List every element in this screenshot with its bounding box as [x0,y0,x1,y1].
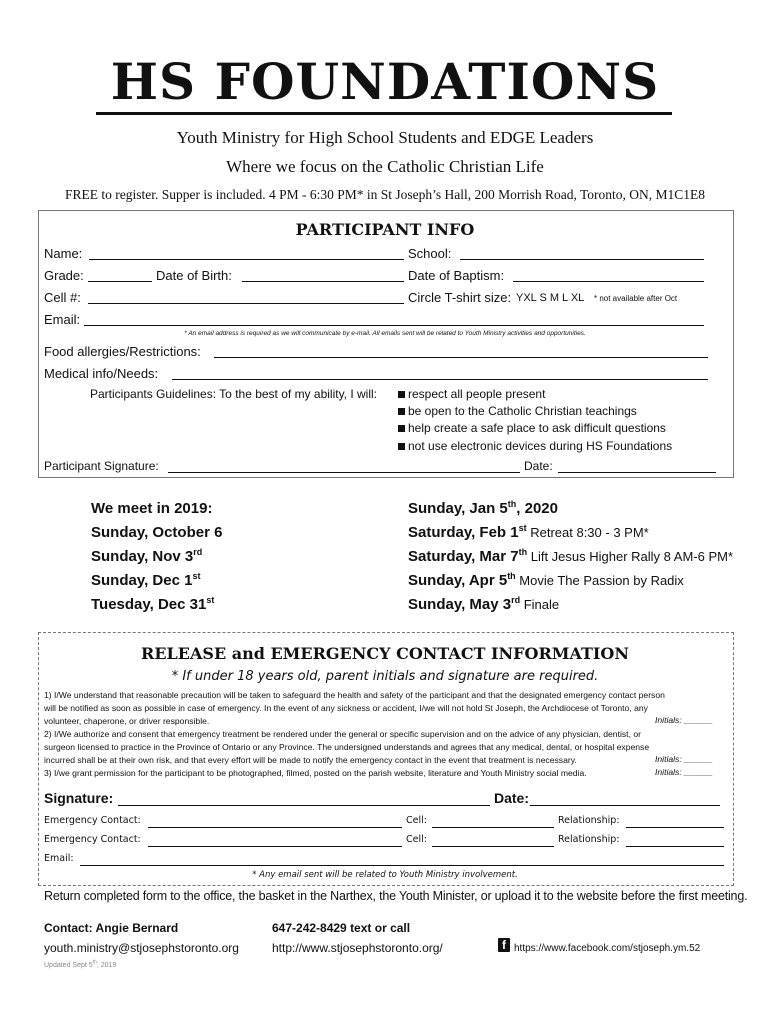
tshirt-note: * not available after Oct [594,294,678,303]
release-p2-line: 2) I/We authorize and consent that emergency treatment be rendered under the general or specific supervision and on the advice of any physician, dentist, or [44,729,641,739]
schedule-left-3: Sunday, Dec 1st [91,571,201,589]
participant-signature-field[interactable] [168,472,520,473]
dob-field[interactable] [242,281,404,282]
facebook-link[interactable]: https://www.facebook.com/stjoseph.ym.52 [514,943,701,954]
guideline-item [398,439,672,453]
schedule-left-2: Sunday, Nov 3rd [91,547,203,565]
baptism-label: Date of Baptism: [408,268,505,283]
release-p3-line: 3) I/we grant permission for the participant to be photographed, filmed, posted on the parish website, literature and Youth Ministry social media. [44,768,587,778]
participant-date-field[interactable] [558,472,716,473]
school-label: School: [408,246,452,261]
emergency-email-field[interactable] [80,865,724,866]
medical-label: Medical info/Needs: [44,366,159,381]
emergency-contact-label-2: Emergency Contact: [44,834,141,845]
release-signature-field[interactable] [118,805,490,806]
emergency-cell-label-1: Cell: [406,815,427,826]
school-field[interactable] [460,259,704,260]
participant-date-label: Date: [524,459,553,473]
name-field[interactable] [89,259,404,260]
initials-2[interactable]: Initials: ______ [655,754,713,764]
facebook-icon[interactable]: f [498,936,510,954]
release-p1-line: 1) I/We understand that reasonable precaution will be taken to safeguard the health and safety of the participant and that the designated emergency contact person [44,690,665,700]
name-label: Name: [44,246,83,261]
email-field[interactable] [84,325,704,326]
release-p1-line: volunteer, chaperone, or driver responsible. [44,716,210,726]
cell-field[interactable] [88,303,404,304]
schedule-right-3: Sunday, Apr 5th Movie The Passion by Radix [408,571,684,589]
allergies-field[interactable] [214,357,708,358]
tshirt-label: Circle T-shirt size: [408,290,512,305]
guideline-item [398,421,666,435]
tshirt-sizes[interactable]: YXL S M L XL [516,292,585,304]
release-note: * If under 18 years old, parent initials and signature are required. [171,669,599,684]
schedule-left-0: We meet in 2019: [91,500,213,517]
schedule-left-1: Sunday, October 6 [91,524,223,541]
dob-label: Date of Birth: [156,268,232,283]
contact-email-link[interactable]: youth.ministry@stjosephstoronto.org [44,941,239,955]
contact-phone[interactable]: 647-242-8429 text or call [272,921,411,935]
updated-date: Updated Sept 5th, 2019 [44,959,117,969]
release-heading: RELEASE and EMERGENCY CONTACT INFORMATION [141,644,629,663]
release-date-field[interactable] [530,805,720,806]
emergency-contact-label-1: Emergency Contact: [44,815,141,826]
relationship-label-1: Relationship: [558,815,620,826]
return-instructions: Return completed form to the office, the basket in the Narthex, the Youth Minister, or upload it to the website before the first meeting. [44,889,748,903]
emergency-contact-field-1[interactable] [148,827,402,828]
bullet-icon [398,443,405,450]
schedule-right-0: Sunday, Jan 5th, 2020 [408,499,558,517]
relationship-field-1[interactable] [626,827,724,828]
release-p2-line: incurred shall be at their own risk, and that every effort will be made to notify the emergency contact in the event that treatment is necessary. [44,755,577,765]
allergies-label: Food allergies/Restrictions: [44,344,201,359]
emergency-email-label: Email: [44,853,74,864]
emergency-cell-field-1[interactable] [432,827,554,828]
grade-label: Grade: [44,268,84,283]
guideline-item [398,387,545,401]
relationship-label-2: Relationship: [558,834,620,845]
email-note: * An email address is required as we will communicate by e-mail. All emails sent will be related to Youth Ministry activities and opportunities. [184,330,586,337]
participant-signature-label: Participant Signature: [44,459,159,473]
schedule-left-4: Tuesday, Dec 31st [91,595,215,613]
emergency-cell-field-2[interactable] [432,846,554,847]
bullet-icon [398,425,405,432]
schedule-right-2: Saturday, Mar 7th Lift Jesus Higher Rally 8 AM-6 PM* [408,547,734,565]
emergency-cell-label-2: Cell: [406,834,427,845]
title-underline [96,112,672,115]
subtitle-ministry: Youth Ministry for High School Students and EDGE Leaders [176,128,594,147]
initials-1[interactable]: Initials: ______ [655,715,713,725]
baptism-field[interactable] [513,281,704,282]
guideline-text: be open to the Catholic Christian teachings [408,404,637,418]
website-link[interactable]: http://www.stjosephstoronto.org/ [272,941,443,955]
bullet-icon [398,391,405,398]
bullet-icon [398,408,405,415]
email-label: Email: [44,312,81,327]
medical-field[interactable] [172,379,708,380]
initials-3[interactable]: Initials: ______ [655,767,713,777]
grade-field[interactable] [88,281,152,282]
subtitle-focus: Where we focus on the Catholic Christian Life [226,157,544,176]
guideline-item [398,404,637,418]
cell-label: Cell #: [44,290,81,305]
release-signature-label: Signature: [44,790,114,806]
emergency-contact-field-2[interactable] [148,846,402,847]
page-title: HS FOUNDATIONS [110,52,660,111]
release-p2-line: surgeon licensed to practice in the Province of Ontario or any Province. The undersigned understands and agrees that any medical, dental, or hospital expense [44,742,650,752]
emergency-email-note: * Any email sent will be related to Youth Ministry involvement. [252,870,518,880]
release-p1-line: will be notified as soon as possible in case of emergency. In the event of any sickness or accident, I/we will not hold St Joseph, the Archdiocese of Toronto, any [44,703,648,713]
relationship-field-2[interactable] [626,846,724,847]
guideline-text: not use electronic devices during HS Foundations [408,439,673,453]
guideline-text: help create a safe place to ask difficult questions [408,421,666,435]
guideline-text: respect all people present [408,387,546,401]
guidelines-intro: Participants Guidelines: To the best of my ability, I will: [90,387,378,401]
release-date-label: Date: [494,790,530,806]
schedule-right-1: Saturday, Feb 1st Retreat 8:30 - 3 PM* [408,523,649,541]
contact-name: Contact: Angie Bernard [44,921,179,935]
schedule-right-4: Sunday, May 3rd Finale [408,595,560,613]
participant-info-heading: PARTICIPANT INFO [295,220,475,239]
registration-details: FREE to register. Supper is included. 4 PM - 6:30 PM* in St Joseph’s Hall, 200 Morrish Road, Toronto, ON, M1C1E8 [64,187,706,202]
